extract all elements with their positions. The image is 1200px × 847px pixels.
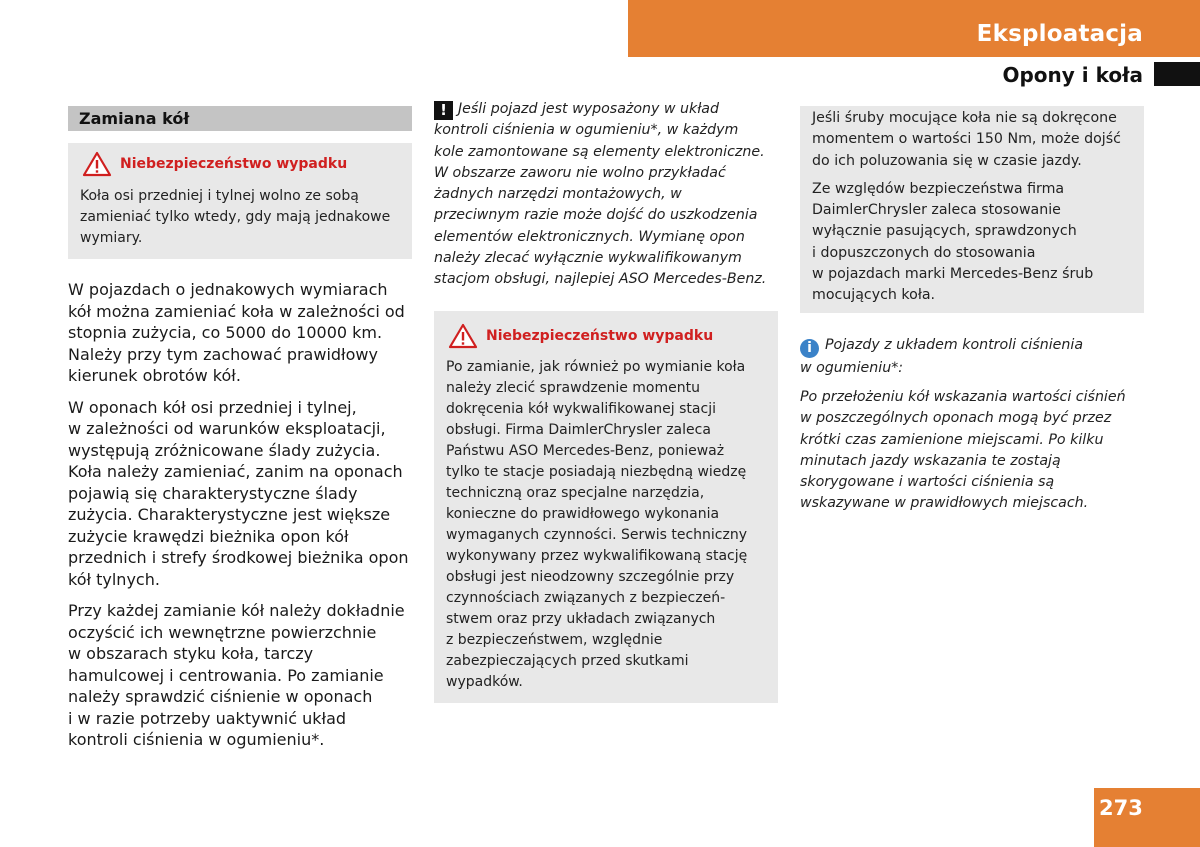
text-line: wymiary. [80, 230, 143, 246]
section-title: Opony i koła [1002, 63, 1143, 87]
text-line: w zależności od warunków eksploatacji, [68, 419, 386, 438]
text-line: do ich poluzowania się w czasie jazdy. [812, 152, 1082, 169]
warning-triangle-icon [82, 151, 112, 177]
text-line: wypadków. [446, 673, 523, 690]
text-line: należy zlecać wyłącznie wykwalifikowanym [434, 250, 742, 267]
warning-text [80, 186, 400, 249]
text-line: zamieniać tylko wtedy, gdy mają jednakowe [80, 209, 391, 225]
text-line: krótki czas zamienione miejscami. Po kilku [800, 431, 1104, 448]
text-line: należy zlecić sprawdzenie momentu [446, 379, 700, 396]
column-left [68, 106, 412, 751]
text-line: Po przełożeniu kół wskazania wartości ciśnień [800, 388, 1126, 405]
text-line: Przy każdej zamianie kół należy dokładnie [68, 601, 405, 620]
text-line: wymaganych czynności. Serwis techniczny [446, 526, 747, 543]
text-line: obsługi. Firma DaimlerChrysler zaleca [446, 421, 711, 438]
text-line: wskazywane w prawidłowych miejscach. [800, 495, 1089, 512]
text-line: przeciwnym razie może dojść do uszkodzenia [434, 207, 758, 224]
text-line: kół tylnych. [68, 569, 160, 589]
section-marker-tab [1154, 62, 1200, 86]
text-line: występują zróżnicowane ślady zużycia. [68, 440, 381, 460]
text-line: pojawią się charakterystyczne ślady [68, 483, 358, 503]
text-line: hamulcowej i centrowania. Po zamianie [68, 665, 384, 685]
text-line: żadnych narzędzi montażowych, w [434, 186, 682, 203]
text-line: stacjom obsługi, najlepiej ASO Mercedes-Benz. [434, 271, 767, 288]
paragraph [812, 179, 1132, 307]
text-line: i w razie potrzeby uaktywnić układ [68, 708, 347, 728]
note-line [434, 99, 778, 120]
info-heading [800, 335, 1144, 358]
paragraph [812, 108, 1132, 172]
warning-title: Niebezpieczeństwo wypadku [486, 327, 714, 344]
text-line: Koła należy zamieniać, zanim na oponach [68, 462, 403, 481]
text-line: zużycia. Charakterystyczne jest większe [68, 505, 391, 524]
paragraph [68, 600, 412, 751]
text-line: minutach jazdy wskazania te zostają [800, 452, 1061, 469]
text-line: przednich i strefy środkowej bieżnika opon [68, 548, 409, 567]
text-line: zużycie krawędzi bieżnika opon kół [68, 526, 349, 546]
text-line: W obszarze zaworu nie wolno przykładać [434, 164, 726, 181]
text-line: kole zamontowane są elementy elektroniczne. [434, 143, 765, 160]
text-line: w pojazdach marki Mercedes-Benz śrub [812, 266, 1094, 283]
text-line: i dopuszczonych do stosowania [812, 244, 1036, 261]
warning-title: Niebezpieczeństwo wypadku [120, 156, 348, 172]
text-line: Jeśli pojazd jest wyposażony w układ [458, 101, 720, 117]
warning-text [446, 357, 766, 693]
chapter-title: Eksploatacja [976, 21, 1143, 47]
text-line: Koła osi przedniej i tylnej wolno ze sobą [80, 188, 359, 204]
info-paragraph [800, 387, 1144, 515]
text-line: kontroli ciśnienia w ogumieniu*. [68, 730, 325, 749]
text-line: Państwu ASO Mercedes-Benz, ponieważ [446, 442, 725, 459]
text-line: dokręcenia kół wykwalifikowanej stacji [446, 400, 716, 417]
text-line: stwem oraz przy układach związanych [446, 610, 716, 627]
text-line: Ze względów bezpieczeństwa firma [812, 180, 1065, 197]
text-line: mocujących koła. [812, 287, 936, 304]
page-number: 273 [1099, 796, 1143, 820]
text-line: wyłącznie pasujących, sprawdzonych [812, 223, 1077, 240]
text-line: techniczną oraz specjalne narzędzia, [446, 484, 705, 501]
warning-title-row [82, 151, 400, 177]
text-line: momentem o wartości 150 Nm, może dojść [812, 131, 1121, 148]
warning-title-row [448, 323, 766, 349]
text-line: Należy przy tym zachować prawidłowy [68, 344, 378, 364]
text-line: tylko te stacje posiadają niezbędną wiedzę [446, 463, 747, 480]
info-icon: i [800, 339, 819, 358]
text-line: elementów elektronicznych. Wymianę opon [434, 228, 745, 245]
paragraph [68, 397, 412, 591]
text-line: należy sprawdzić ciśnienie w oponach [68, 687, 373, 706]
text-line: skorygowane i wartości ciśnienia są [800, 474, 1055, 491]
info-box [800, 106, 1144, 313]
exclamation-icon: ! [434, 101, 453, 120]
column-right [800, 106, 1144, 515]
text-line: konieczne do prawidłowego wykonania [446, 505, 720, 522]
text-line: Po zamianie, jak również po wymianie koła [446, 358, 746, 375]
text-line: wykonywany przez wykwalifikowaną stację [446, 547, 748, 564]
text-line: w ogumieniu*: [800, 359, 904, 376]
text-line: z bezpieczeństwem, względnie [446, 631, 663, 648]
paragraph [68, 279, 412, 387]
text-line: kierunek obrotów kół. [68, 366, 241, 385]
text-line: w obszarach styku koła, tarczy [68, 644, 314, 663]
column-middle [434, 99, 778, 703]
text-line: DaimlerChrysler zaleca stosowanie [812, 202, 1061, 219]
warning-box [434, 311, 778, 703]
warning-box [68, 143, 412, 259]
text-line: Pojazdy z układem kontroli ciśnienia [825, 336, 1084, 353]
text-line: obsługi jest nieodzowny szczególnie przy [446, 568, 735, 585]
text-line: kontroli ciśnienia w ogumieniu*, w każdym [434, 122, 739, 139]
text-line: oczyścić ich wewnętrzne powierzchnie [68, 622, 377, 642]
text-line: W oponach kół osi przedniej i tylnej, [68, 397, 357, 417]
text-line: w poszczególnych oponach mogą być przez [800, 410, 1112, 427]
warning-triangle-icon [448, 323, 478, 349]
text-line: czynnościach związanych z bezpieczeń- [446, 589, 726, 606]
text-line: zabezpieczających przed skutkami [446, 652, 689, 669]
text-line: stopnia zużycia, co 5000 do 10000 km. [68, 323, 383, 342]
subheading-zamiana-kol: Zamiana kół [68, 106, 412, 131]
text-line: Jeśli śruby mocujące koła nie są dokręcone [812, 110, 1117, 126]
text-line: W pojazdach o jednakowych wymiarach [68, 280, 388, 299]
text-line: kół można zamieniać koła w zależności od [68, 301, 405, 321]
